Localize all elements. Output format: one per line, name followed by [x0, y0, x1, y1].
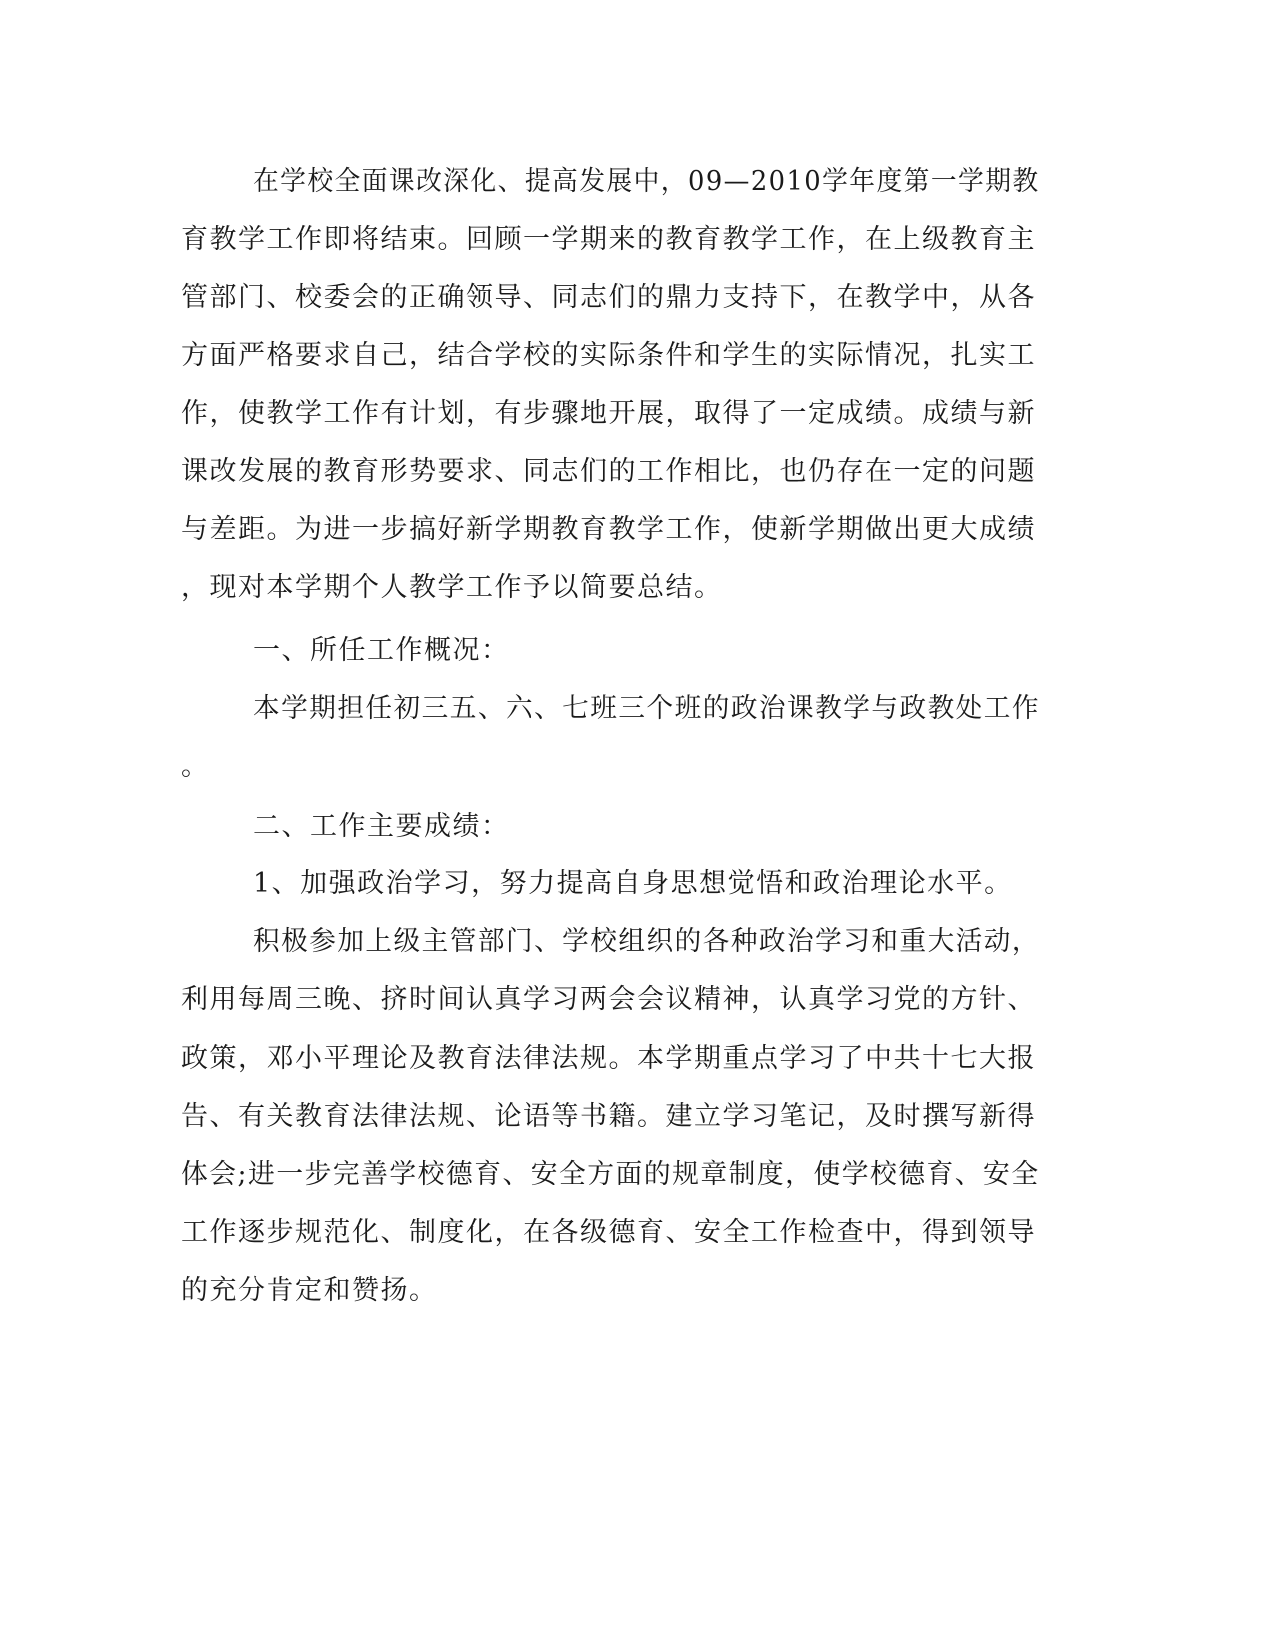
text-line: 课改发展的教育形势要求、同志们的工作相比，也仍存在一定的问题: [181, 456, 1036, 487]
text-line: 利用每周三晚、挤时间认真学习两会会议精神，认真学习党的方针、: [181, 984, 1036, 1015]
text-line: 作，使教学工作有计划，有步骤地开展，取得了一定成绩。成绩与新: [181, 398, 1036, 429]
text-line: 。: [181, 751, 210, 782]
section-heading: 二、工作主要成绩：: [253, 811, 510, 842]
subsection-heading: 1、加强政治学习，努力提高自身思想觉悟和政治理论水平。: [253, 868, 1013, 899]
text-line: 本学期担任初三五、六、七班三个班的政治课教学与政教处工作: [253, 693, 1040, 724]
text-line: 积极参加上级主管部门、学校组织的各种政治学习和重大活动，: [253, 926, 1040, 957]
text-line: 体会;进一步完善学校德育、安全方面的规章制度，使学校德育、安全: [181, 1159, 1040, 1190]
text-line: 的充分肯定和赞扬。: [181, 1275, 438, 1306]
text-line: 工作逐步规范化、制度化，在各级德育、安全工作检查中，得到领导: [181, 1217, 1036, 1248]
text-line: 与差距。为进一步搞好新学期教育教学工作，使新学期做出更大成绩: [181, 514, 1036, 545]
text-line: 育教学工作即将结束。回顾一学期来的教育教学工作，在上级教育主: [181, 224, 1036, 255]
text-line: 告、有关教育法律法规、论语等书籍。建立学习笔记，及时撰写新得: [181, 1101, 1036, 1132]
text-line: 管部门、校委会的正确领导、同志们的鼎力支持下，在教学中，从各: [181, 282, 1036, 313]
text-line: ，现对本学期个人教学工作予以简要总结。: [181, 572, 723, 603]
text-line: 方面严格要求自己，结合学校的实际条件和学生的实际情况，扎实工: [181, 340, 1036, 371]
section-heading: 一、所任工作概况：: [253, 635, 510, 666]
text-line: 政策，邓小平理论及教育法律法规。本学期重点学习了中共十七大报: [181, 1043, 1036, 1074]
text-line: 在学校全面课改深化、提高发展中，09—2010学年度第一学期教: [253, 166, 1040, 197]
